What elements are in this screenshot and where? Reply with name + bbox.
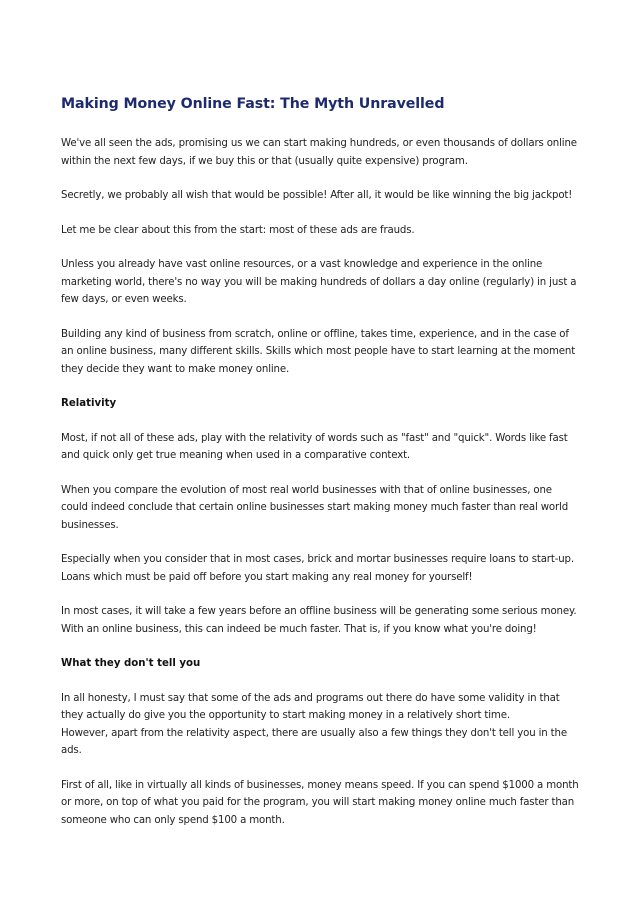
paragraph-line: ads.	[61, 745, 82, 756]
paragraph-line: or more, on top of what you paid for the program, you will start making money online much faster than	[61, 797, 575, 808]
section-heading: What they don't tell you	[61, 658, 201, 669]
paragraph-line: within the next few days, if we buy this or that (usually quite expensive) program.	[61, 155, 468, 167]
paragraph	[61, 187, 581, 205]
paragraph-line: marketing world, there's no way you will be making hundreds of dollars a day online (regularly) in just a	[61, 276, 577, 288]
paragraph-line: We've all seen the ads, promising us we can start making hundreds, or even thousands of dollars online	[61, 138, 577, 149]
paragraph-line: an online business, many different skills. Skills which most people have to start learning at the moment	[61, 346, 576, 357]
paragraph-line: few days, or even weeks.	[61, 294, 187, 305]
paragraph-line: businesses.	[61, 519, 119, 531]
paragraph-line: Loans which must be paid off before you start making any real money for yourself!	[61, 571, 473, 583]
paragraph-line: Especially when you consider that in most cases, brick and mortar businesses require loans to start-up.	[61, 554, 574, 565]
paragraph	[61, 135, 581, 170]
section-heading: Relativity	[61, 398, 117, 409]
paragraph-line: In most cases, it will take a few years before an offline business will be generating some serious money.	[61, 606, 577, 617]
paragraph	[61, 777, 581, 830]
paragraph-line: and quick only get true meaning when used in a comparative context.	[61, 450, 411, 461]
paragraph-line: Secretly, we probably all wish that would be possible! After all, it would be like winning the big jackpot!	[61, 190, 573, 201]
paragraph-line: With an online business, this can indeed be much faster. That is, if you know what you're doing!	[61, 623, 537, 635]
paragraph	[61, 690, 581, 760]
paragraph	[61, 551, 581, 586]
paragraph-line: In all honesty, I must say that some of the ads and programs out there do have some validity in that	[61, 692, 560, 704]
paragraph-line: However, apart from the relativity aspect, there are usually also a few things they don't tell you in the	[61, 727, 567, 739]
paragraph-line: they actually do give you the opportunity to start making money in a relatively short time.	[61, 710, 510, 721]
document-body	[61, 135, 581, 829]
paragraph	[61, 326, 581, 379]
paragraph	[61, 482, 581, 535]
paragraph-line: First of all, like in virtually all kinds of businesses, money means speed. If you can spend $1000 a month	[61, 779, 579, 791]
paragraph-line: When you compare the evolution of most real world businesses with that of online businesses, one	[61, 484, 552, 496]
paragraph-line: Unless you already have vast online resources, or a vast knowledge and experience in the online	[61, 259, 543, 270]
paragraph	[61, 430, 581, 465]
document-page	[61, 94, 581, 846]
paragraph	[61, 256, 581, 309]
paragraph-line: Building any kind of business from scratch, online or offline, takes time, experience, and in the case of	[61, 328, 569, 340]
paragraph-line: Most, if not all of these ads, play with the relativity of words such as "fast" and "quick". Words like fast	[61, 432, 568, 444]
paragraph	[61, 222, 581, 240]
paragraph-line: someone who can only spend $100 a month.	[61, 814, 285, 826]
paragraph-line: could indeed conclude that certain online businesses start making money much faster than real world	[61, 502, 569, 513]
paragraph-line: they decide they want to make money online.	[61, 363, 290, 375]
paragraph	[61, 603, 581, 638]
document-title: Making Money Online Fast: The Myth Unravelled	[61, 96, 445, 112]
paragraph-line: Let me be clear about this from the start: most of these ads are frauds.	[61, 224, 415, 236]
